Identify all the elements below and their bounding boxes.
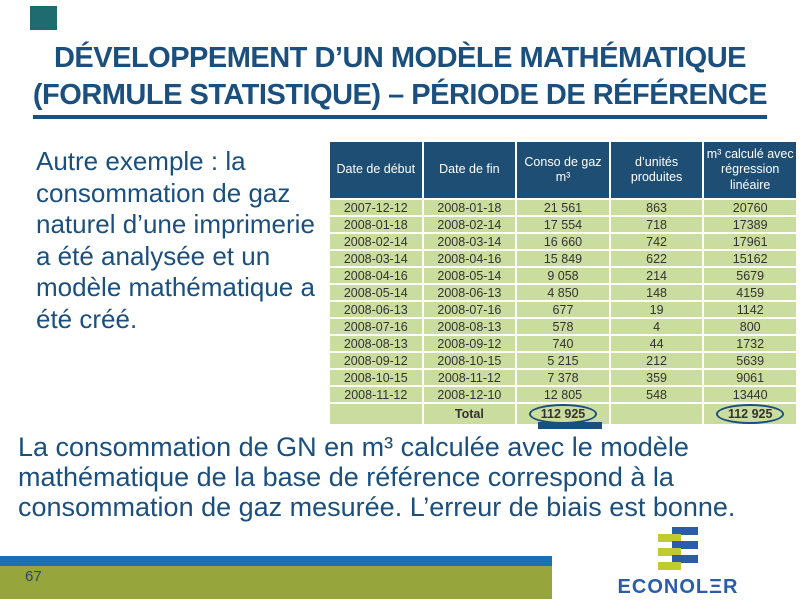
table-cell: 16 660 [517,234,609,249]
table-cell: 13440 [704,387,796,402]
page-title [0,40,800,119]
table-cell: 2008-11-12 [424,370,516,385]
consumption-table-wrap [328,140,798,426]
table-cell: 2008-08-13 [330,336,422,351]
table-cell: 2008-04-16 [424,251,516,266]
table-cell: 5 215 [517,353,609,368]
table-cell: 2008-09-12 [330,353,422,368]
table-cell: 1142 [704,302,796,317]
table-cell: 2008-10-15 [424,353,516,368]
column-header-unites-produites: d’unités produites [611,142,703,198]
wordmark-prefix: ECONOL [617,576,710,598]
table-cell: 359 [611,370,703,385]
table-cell-total-conso [517,404,609,424]
table-cell: 863 [611,200,703,215]
table-cell: 2008-01-18 [424,200,516,215]
econoler-wordmark [608,576,748,599]
econoler-logo [608,527,748,599]
table-cell: 548 [611,387,703,402]
table-row [330,200,796,215]
table-row [330,336,796,351]
table-cell: 15162 [704,251,796,266]
table-cell: 214 [611,268,703,283]
table-cell: 2008-09-12 [424,336,516,351]
table-cell: 742 [611,234,703,249]
table-row [330,353,796,368]
table-cell-total-regression [704,404,796,424]
table-cell: 5679 [704,268,796,283]
table-cell: 17389 [704,217,796,232]
wordmark-suffix: R [722,576,739,598]
page-title-line2: (FORMULE STATISTIQUE) – PÉRIODE DE RÉFÉRENCE [33,77,767,119]
table-cell: 212 [611,353,703,368]
table-cell: 20760 [704,200,796,215]
table-row [330,387,796,402]
table-footer [330,404,796,424]
table-cell: 2008-11-12 [330,387,422,402]
table-cell: 2008-10-15 [330,370,422,385]
total-underline-bar [538,422,602,429]
table-cell-empty [330,404,422,424]
footer-bar-blue-stripe [0,556,552,566]
consumption-table [328,140,798,426]
table-row [330,217,796,232]
table-cell: 2008-03-14 [330,251,422,266]
table-cell-empty [611,404,703,424]
accent-square [30,6,57,30]
footer-bar-olive-stripe [0,566,552,599]
table-body [330,200,796,402]
table-cell: 21 561 [517,200,609,215]
table-cell: 2008-02-14 [424,217,516,232]
table-row [330,302,796,317]
table-cell: 740 [517,336,609,351]
table-row [330,251,796,266]
page-title-line1: DÉVELOPPEMENT D’UN MODÈLE MATHÉMATIQUE [53,42,747,74]
table-cell: 2008-08-13 [424,319,516,334]
column-header-conso-gaz: Conso de gaz m³ [517,142,609,198]
column-header-regression: m³ calculé avec régression linéaire [704,142,796,198]
table-cell: 2008-04-16 [330,268,422,283]
table-cell: 19 [611,302,703,317]
footer-bar [0,556,552,599]
table-row [330,285,796,300]
table-cell: 12 805 [517,387,609,402]
table-cell: 4 850 [517,285,609,300]
table-cell: 4 [611,319,703,334]
table-cell: 4159 [704,285,796,300]
table-cell: 7 378 [517,370,609,385]
total-regression-circled: 112 925 [716,404,785,424]
table-cell: 2008-05-14 [424,268,516,283]
table-cell: 718 [611,217,703,232]
conclusion-paragraph: La consommation de GN en m³ calculée avec le modèle mathématique de la base de référence correspond à la consommation de gaz mesurée. L’erreur de biais est bonne. [18,432,736,522]
table-cell: 2008-12-10 [424,387,516,402]
table-row [330,234,796,249]
table-cell: 2008-07-16 [330,319,422,334]
table-cell: 2008-06-13 [330,302,422,317]
table-cell: 17961 [704,234,796,249]
table-cell: 17 554 [517,217,609,232]
table-cell: 622 [611,251,703,266]
logo-bar-green [658,562,681,570]
table-cell: 5639 [704,353,796,368]
econoler-logo-icon [658,527,698,571]
total-conso-circled: 112 925 [529,404,598,424]
table-row [330,268,796,283]
intro-paragraph: Autre exemple : la consommation de gaz naturel d’une imprimerie a été analysée et un modèle mathématique a été créé. [36,146,315,334]
table-cell: 9061 [704,370,796,385]
table-row [330,370,796,385]
table-cell: 2008-07-16 [424,302,516,317]
wordmark-stylized-e: Ξ [709,576,723,598]
table-cell: 1732 [704,336,796,351]
table-header-row [330,142,796,198]
table-cell: 800 [704,319,796,334]
table-total-row [330,404,796,424]
table-cell: 9 058 [517,268,609,283]
table-cell: 2008-05-14 [330,285,422,300]
table-cell: 2008-03-14 [424,234,516,249]
table-cell: 578 [517,319,609,334]
table-cell: 148 [611,285,703,300]
table-header [330,142,796,198]
table-cell: 2008-01-18 [330,217,422,232]
table-cell: 44 [611,336,703,351]
column-header-date-fin: Date de fin [424,142,516,198]
page-number: 67 [25,568,42,585]
table-cell: 2008-06-13 [424,285,516,300]
table-cell: 2007-12-12 [330,200,422,215]
table-row [330,319,796,334]
table-cell: 2008-02-14 [330,234,422,249]
total-label: Total [424,404,516,424]
column-header-date-debut: Date de début [330,142,422,198]
table-cell: 677 [517,302,609,317]
table-cell: 15 849 [517,251,609,266]
